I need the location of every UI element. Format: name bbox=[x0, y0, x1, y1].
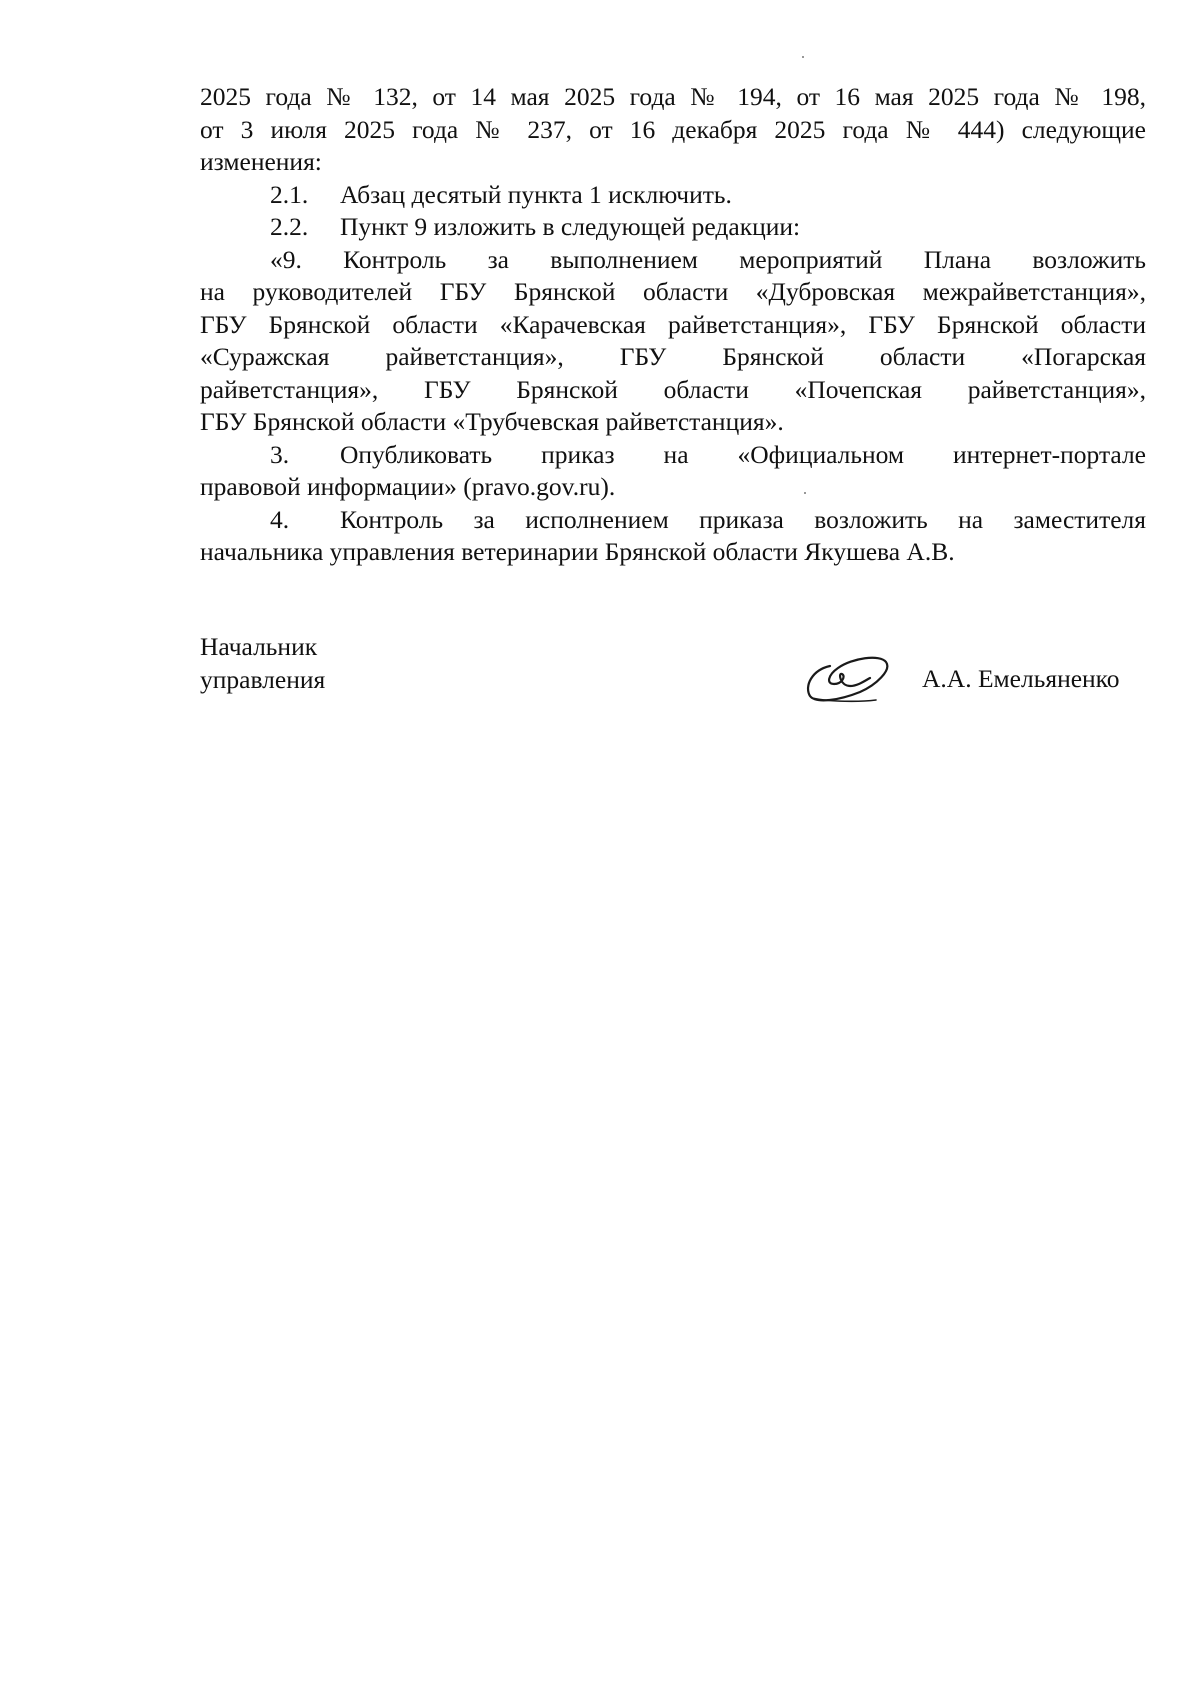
document-body bbox=[200, 81, 1146, 569]
scan-speck bbox=[804, 492, 806, 494]
item-9-line: «9. Контроль за выполнением мероприятий Плана возложить bbox=[270, 244, 1146, 274]
item-2-2 bbox=[200, 211, 1146, 244]
item-number: 2.2. bbox=[270, 212, 309, 241]
text-line: 2025 года № 132, от 14 мая 2025 года № 194, от 16 мая 2025 года № 198, bbox=[200, 82, 1146, 111]
item-3-continuation: правовой информации» (pravo.gov.ru). bbox=[200, 472, 616, 501]
item-2-1 bbox=[200, 179, 1146, 212]
position-line: Начальник bbox=[200, 632, 318, 661]
signatory-position bbox=[200, 631, 325, 696]
item-9-line: ГБУ Брянской области «Карачевская райветстанция», ГБУ Брянской области bbox=[200, 309, 1146, 339]
signatory-name: А.А. Емельяненко bbox=[922, 664, 1120, 693]
item-3 bbox=[200, 439, 1146, 472]
item-4-continuation: начальника управления ветеринарии Брянской области Якушева А.В. bbox=[200, 537, 955, 566]
item-text: Контроль за исполнением приказа возложить на заместителя bbox=[340, 504, 1146, 534]
scan-speck bbox=[802, 56, 804, 58]
item-number: 4. bbox=[270, 504, 290, 534]
position-line: управления bbox=[200, 664, 326, 694]
item-9-line: ГБУ Брянской области «Трубчевская райветстанция». bbox=[200, 407, 784, 436]
item-4 bbox=[200, 504, 1146, 537]
item-9-line: на руководителей ГБУ Брянской области «Дубровская межрайветстанция», bbox=[200, 277, 1146, 306]
item-9-line: райветстанция», ГБУ Брянской области «Почепская райветстанция», bbox=[200, 374, 1146, 404]
item-9-line: «Суражская райветстанция», ГБУ Брянской области «Погарская bbox=[200, 342, 1146, 371]
item-text: Пункт 9 изложить в следующей редакции: bbox=[340, 212, 801, 241]
item-text: Абзац десятый пункта 1 исключить. bbox=[340, 179, 732, 209]
text-line: от 3 июля 2025 года № 237, от 16 декабря 2025 года № 444) следующие bbox=[200, 114, 1146, 144]
item-number: 3. bbox=[270, 439, 290, 469]
item-number: 2.1. bbox=[270, 179, 309, 209]
handwritten-signature-icon bbox=[800, 648, 900, 706]
item-text: Опубликовать приказ на «Официальном интернет-портале bbox=[340, 439, 1146, 469]
text-line: изменения: bbox=[200, 147, 322, 176]
